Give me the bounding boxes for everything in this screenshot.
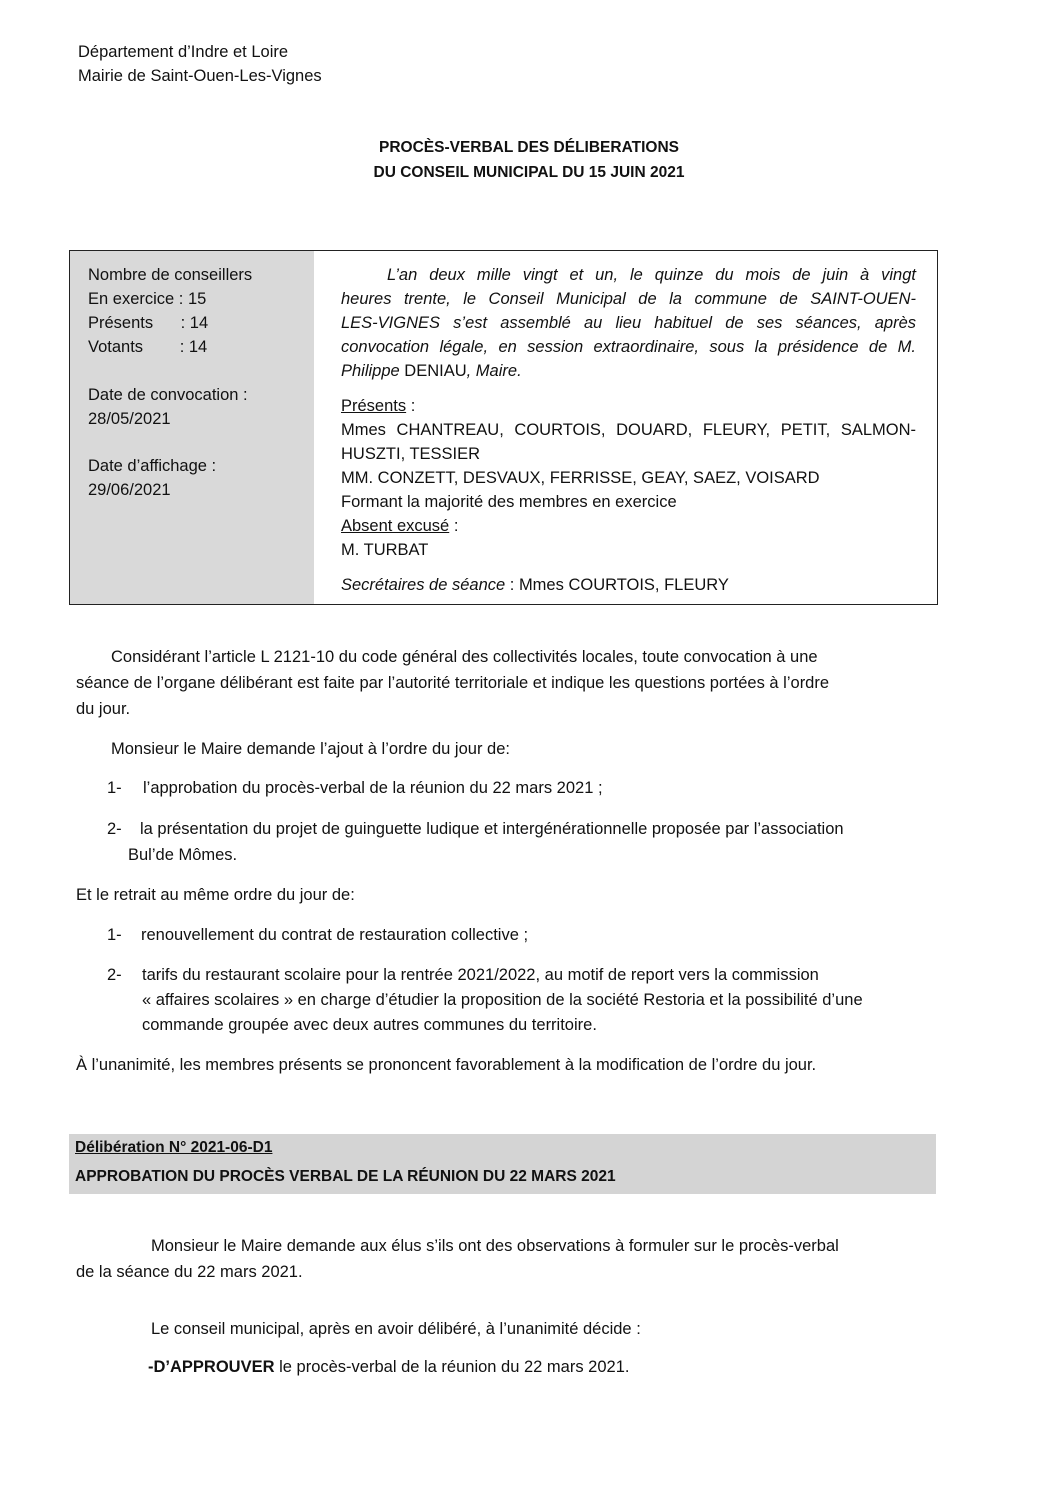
ajout-item-1-text: l’approbation du procès-verbal de la réunion du 22 mars 2021 ;	[143, 779, 603, 797]
title-line-2: DU CONSEIL MUNICIPAL DU 15 JUIN 2021	[373, 164, 685, 181]
retrait-item-2-num: 2-	[107, 966, 122, 984]
intro-5-c: , Maire.	[466, 362, 522, 380]
retrait-intro: Et le retrait au même ordre du jour de:	[76, 886, 355, 904]
intro-5-b: DENIAU	[404, 362, 467, 380]
retrait-item-2-line-3: commande groupée avec deux autres communes du territoire.	[142, 1016, 597, 1034]
session-info-box	[69, 250, 938, 605]
retrait-item-1-text: renouvellement du contrat de restauration collective ;	[141, 926, 529, 944]
ajout-item-1-num: 1-	[107, 779, 122, 797]
presents-label: Présents	[341, 397, 407, 415]
presents-heading	[341, 394, 415, 418]
conseil-line: Le conseil municipal, après en avoir délibéré, à l’unanimité décide :	[151, 1320, 641, 1338]
mairie-line: Mairie de Saint-Ouen-Les-Vignes	[78, 67, 322, 85]
intro-line-1: L’an deux mille vingt et un, le quinze du mois de juin à vingt	[387, 266, 916, 284]
ajout-item-2-line-1: la présentation du projet de guinguette ludique et intergénérationnelle proposée par l’association	[140, 820, 844, 838]
presents-count: Présents : 14	[88, 314, 209, 332]
affichage-label: Date d’affichage :	[88, 457, 217, 475]
absent-label: Absent excusé	[341, 517, 450, 535]
council-stats-panel	[70, 251, 314, 604]
mm-line: MM. CONZETT, DESVAUX, FERRISSE, GEAY, SAEZ, VOISARD	[341, 469, 820, 487]
absent-colon: :	[449, 517, 459, 535]
majorite-line: Formant la majorité des membres en exercice	[341, 493, 677, 511]
considerant-line-3: du jour.	[76, 700, 131, 718]
secretaires-line	[341, 573, 729, 597]
maire-line-1: Monsieur le Maire demande aux élus s’ils ont des observations à formuler sur le procès-verbal	[151, 1237, 839, 1255]
retrait-item-2-line-1: tarifs du restaurant scolaire pour la rentrée 2021/2022, au motif de report vers la commission	[142, 966, 819, 984]
maire-line-2: de la séance du 22 mars 2021.	[76, 1263, 303, 1281]
affichage-date: 29/06/2021	[88, 481, 171, 499]
ajout-item-2-num: 2-	[107, 820, 122, 838]
document-header	[78, 40, 322, 88]
en-exercice: En exercice : 15	[88, 290, 207, 308]
absent-name: M. TURBAT	[341, 541, 429, 559]
secretaires-value: : Mmes COURTOIS, FLEURY	[505, 576, 729, 594]
decision-line	[148, 1358, 629, 1377]
deliberation-header	[69, 1134, 936, 1194]
deliberation-subject: APPROBATION DU PROCÈS VERBAL DE LA RÉUNION DU 22 MARS 2021	[75, 1168, 616, 1185]
considerant-line-1: Considérant l’article L 2121-10 du code général des collectivités locales, toute convocation à une	[111, 648, 818, 666]
absent-heading	[341, 514, 458, 538]
title-line-1: PROCÈS-VERBAL DES DÉLIBERATIONS	[379, 139, 679, 156]
mmes-line-1: Mmes CHANTREAU, COURTOIS, DOUARD, FLEURY, PETIT, SALMON-	[341, 421, 916, 439]
intro-5-a: Philippe	[341, 362, 405, 380]
unanimite-line: À l’unanimité, les membres présents se prononcent favorablement à la modification de l’ordre du jour.	[76, 1056, 817, 1074]
ajout-item-2-line-2: Bul’de Mômes.	[128, 846, 238, 864]
retrait-item-2-line-2: « affaires scolaires » en charge d’étudier la proposition de la société Restoria et la possibilité d’une	[142, 991, 863, 1009]
intro-line-3: LES-VIGNES s’est assemblé au lieu habituel de ses séances, après	[341, 314, 916, 332]
secretaires-label: Secrétaires de séance	[341, 576, 506, 594]
presents-colon: :	[406, 397, 416, 415]
votants-count: Votants : 14	[88, 338, 208, 356]
ajout-intro: Monsieur le Maire demande l’ajout à l’ordre du jour de:	[111, 740, 510, 758]
convocation-date: 28/05/2021	[88, 410, 171, 428]
decision-rest: le procès-verbal de la réunion du 22 mars 2021.	[274, 1358, 630, 1376]
nombre-conseillers: Nombre de conseillers	[88, 266, 253, 284]
convocation-label: Date de convocation :	[88, 386, 248, 404]
considerant-line-2: séance de l’organe délibérant est faite par l’autorité territoriale et indique les questions portées à l’ordre	[76, 674, 830, 692]
document-title	[0, 135, 1058, 185]
decision-bold: -D’APPROUVER	[148, 1358, 275, 1376]
intro-line-5	[341, 359, 522, 383]
department-line: Département d’Indre et Loire	[78, 43, 289, 61]
deliberation-number: Délibération N° 2021-06-D1	[75, 1139, 273, 1156]
mmes-line-2: HUSZTI, TESSIER	[341, 445, 481, 463]
retrait-item-1-num: 1-	[107, 926, 122, 944]
intro-line-4: convocation légale, en session extraordinaire, sous la présidence de M.	[341, 338, 916, 356]
intro-line-2: heures trente, le Conseil Municipal de la commune de SAINT-OUEN-	[341, 290, 916, 308]
